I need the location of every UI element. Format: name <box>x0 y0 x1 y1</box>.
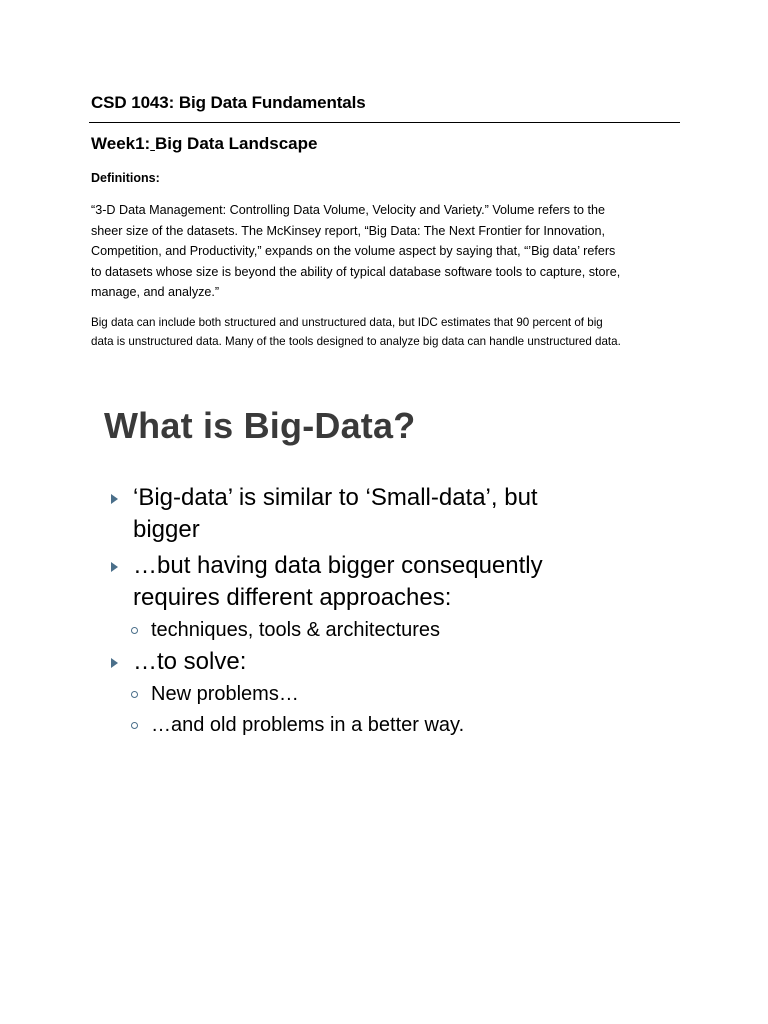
definition-line: sheer size of the datasets. The McKinsey report, “Big Data: The Next Frontier for Innovation, <box>91 223 606 238</box>
bullet-line: …but having data bigger consequently <box>133 552 543 579</box>
triangle-bullet-icon <box>111 562 118 572</box>
week-title <box>91 134 317 154</box>
definition-line: Competition, and Productivity,” expands on the volume aspect by saying that, “’Big data’ refers <box>91 244 616 258</box>
title-divider <box>89 122 680 123</box>
circle-bullet-icon <box>131 722 138 729</box>
definition-line: to datasets whose size is beyond the ability of typical database software tools to capture, store, <box>91 264 621 279</box>
subbullet-text: New problems… <box>151 683 299 705</box>
week-title-text: Big Data Landscape <box>154 134 318 153</box>
idc-line: data is unstructured data. Many of the tools designed to analyze big data can handle unstructured data. <box>91 335 621 348</box>
triangle-bullet-icon <box>111 494 118 504</box>
definition-line: “3-D Data Management: Controlling Data Volume, Velocity and Variety.” Volume refers to the <box>91 203 606 217</box>
week-prefix: Week1: <box>91 134 151 153</box>
definition-line: manage, and analyze.” <box>91 285 220 299</box>
bullet-line: requires different approaches: <box>133 584 452 611</box>
circle-bullet-icon <box>131 691 138 698</box>
course-title: CSD 1043: Big Data Fundamentals <box>91 93 366 112</box>
bullet-line: …to solve: <box>133 648 247 675</box>
idc-line: Big data can include both structured and unstructured data, but IDC estimates that 90 percent of big <box>91 316 603 329</box>
bullet-line: bigger <box>133 516 200 543</box>
slide-title: What is Big-Data? <box>104 405 416 446</box>
circle-bullet-icon <box>131 627 138 634</box>
definition-paragraph <box>91 200 681 303</box>
triangle-bullet-icon <box>111 658 118 668</box>
subbullet-text: techniques, tools & architectures <box>151 619 441 641</box>
bullet-line: ‘Big-data’ is similar to ‘Small-data’, but <box>133 484 538 511</box>
subbullet-text: …and old problems in a better way. <box>151 714 465 736</box>
idc-paragraph <box>91 313 681 351</box>
definitions-label: Definitions: <box>91 171 160 185</box>
